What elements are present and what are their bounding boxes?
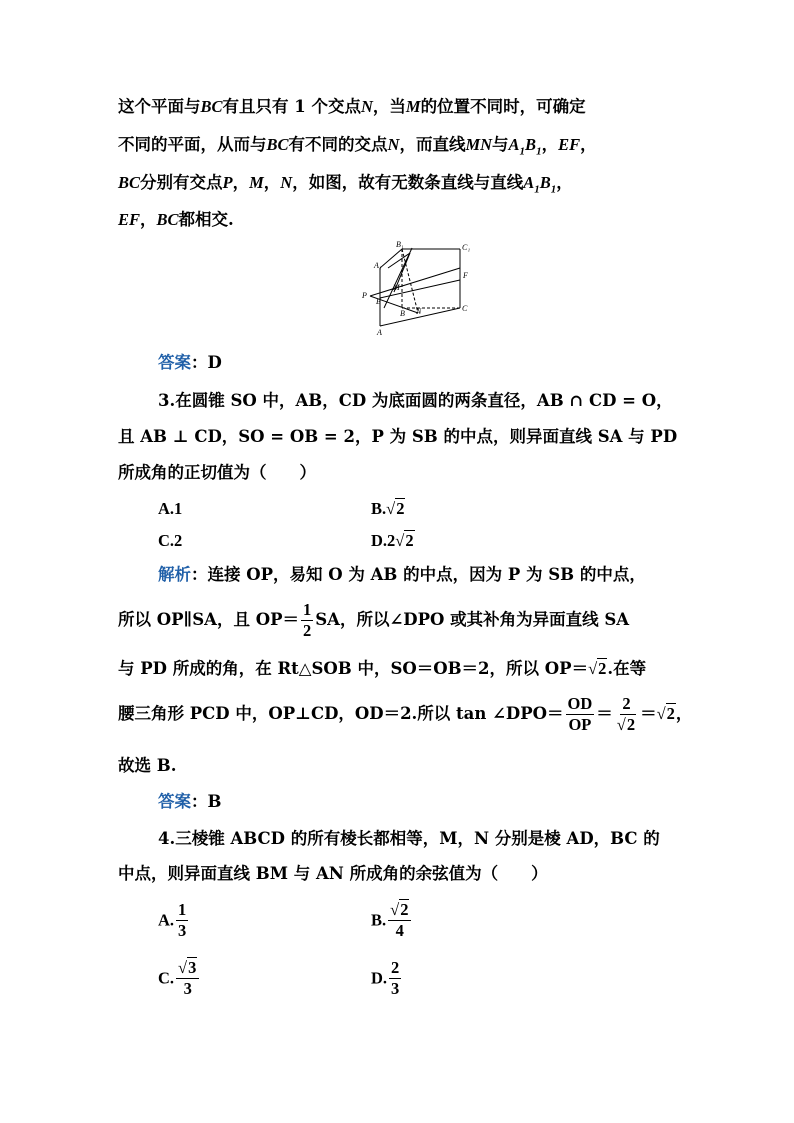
sqrt: √2 (588, 659, 607, 678)
text: BC (156, 210, 179, 229)
q3-analysis-2: 所以 OP∥SA，且 OP＝ $\frac{1}{2}$ SA，所以∠DPO 或其补角为异面直线 SA (118, 600, 630, 640)
text: ， (556, 173, 573, 192)
text: ， (232, 173, 250, 192)
sqrt: √2 (386, 499, 405, 518)
answer-q3 (158, 791, 221, 813)
q3-stem-2: 且 AB ⊥ CD，SO = OB = 2，P 为 SB 的中点，则异面直线 SA 与 PD (118, 427, 678, 446)
text: M (249, 173, 264, 192)
a1b1-label: $A_1B_1$ (508, 135, 542, 158)
answer-prev (158, 352, 222, 374)
label-b: B (400, 309, 405, 318)
sqrt: √2 (656, 704, 675, 723)
text: ， (263, 173, 281, 192)
fraction: $\frac{√2}{4}$ (388, 900, 411, 941)
q4-stem-2: 中点，则异面直线 BM 与 AN 所成角的余弦值为（ ） (118, 864, 548, 883)
q3-analysis-3: 与 PD 所成的角，在 Rt△SOB 中，SO＝OB＝2，所以 OP＝√2.在等 (118, 659, 647, 678)
answer-label: 答案 (158, 792, 191, 811)
text: BC (266, 135, 289, 154)
prev-line-1 (118, 96, 586, 118)
text: EF (558, 135, 581, 154)
q3-analysis-5: 故选 B. (118, 756, 177, 775)
text: MN (465, 135, 493, 154)
text: EF (118, 210, 141, 229)
fraction: $\frac{1}{2}$ (303, 600, 312, 640)
text: 的位置不同时，可确定 (420, 97, 586, 116)
line-e (384, 248, 412, 308)
text: N (280, 173, 293, 192)
q4-option-a: A. $\frac{1}{3}$ (158, 900, 187, 940)
text: ，当 (372, 97, 406, 116)
text: 这个平面与 (118, 97, 201, 116)
label-c: C (462, 304, 468, 313)
label-e: E (376, 297, 381, 306)
q3-option-d: D.2√2 (371, 531, 414, 550)
label-n: N (416, 307, 422, 316)
q3-option-a: A.1 (158, 499, 183, 518)
prev-line-2 (118, 134, 597, 162)
label-b1: B₁ (396, 240, 404, 249)
a1b1-label: $A_1B_1$ (523, 173, 557, 196)
text: ， (580, 135, 597, 154)
text: M (405, 97, 421, 116)
fraction: $\frac{2}{3}$ (391, 958, 400, 998)
answer-value: ：D (191, 353, 222, 372)
prev-line-4 (118, 209, 234, 231)
label-p: P (362, 291, 367, 300)
label-c1: C₁ (462, 243, 471, 252)
fraction: $\frac{√3}{3}$ (176, 958, 199, 999)
text: ， (541, 135, 559, 154)
fraction: $\frac{OD}{OP}$ (567, 694, 593, 734)
text: 都相交. (178, 210, 234, 229)
text: 有且只有 1 个交点 (222, 97, 361, 116)
text: N (361, 97, 373, 116)
sqrt: √2 (395, 531, 414, 550)
text: ：连接 OP，易知 O 为 AB 的中点，因为 P 为 SB 的中点， (191, 565, 646, 584)
q3-option-b: B.√2 (371, 499, 405, 518)
edge-b1a1 (380, 249, 402, 268)
text: BC (118, 173, 141, 192)
q4-option-b: B. $\frac{√2}{4}$ (371, 900, 413, 941)
text: N (387, 135, 400, 154)
label-a1: A₁ (374, 261, 382, 270)
text: ， (140, 210, 157, 229)
label-a: A (377, 328, 382, 337)
fraction: $\frac{2}{√2}$ (616, 694, 636, 734)
label-f: F (463, 271, 468, 280)
text: 有不同的交点 (288, 135, 388, 154)
q3-stem-1: 3.在圆锥 SO 中，AB，CD 为底面圆的两条直径，AB ∩ CD = O， (158, 391, 673, 410)
analysis-label: 解析 (158, 565, 191, 584)
text: BC (200, 97, 223, 116)
text: P (222, 173, 233, 192)
geometry-figure (360, 238, 472, 338)
dash-b1n (402, 249, 418, 313)
line-pf (370, 268, 460, 296)
q3-stem-3: 所成角的正切值为（ ） (118, 463, 316, 482)
text: ，如图，故有无数条直线与直线 (292, 173, 524, 192)
text: 分别有交点 (140, 173, 223, 192)
q4-option-d: D. $\frac{2}{3}$ (371, 958, 400, 998)
q3-analysis-4: 腰三角形 PCD 中，OP⊥CD，OD＝2.所以 tan ∠DPO＝ $\frac{OD}{OP}$ ＝ $\frac{2}{√2}$ ＝√2， (118, 694, 693, 734)
answer-label: 答案 (158, 353, 191, 372)
fraction: $\frac{1}{3}$ (178, 900, 187, 940)
text: 与 (492, 135, 509, 154)
label-m: M (393, 283, 400, 292)
text: ，而直线 (399, 135, 466, 154)
answer-value: ：B (191, 792, 222, 811)
q4-option-c: C. $\frac{√3}{3}$ (158, 958, 201, 999)
q3-analysis-1 (158, 564, 646, 586)
q3-option-c: C.2 (158, 531, 183, 550)
text: 不同的平面，从而与 (118, 135, 267, 154)
prev-line-3 (118, 172, 573, 200)
q4-stem-1: 4.三棱锥 ABCD 的所有棱长都相等，M，N 分别是棱 AD，BC 的 (158, 829, 660, 848)
